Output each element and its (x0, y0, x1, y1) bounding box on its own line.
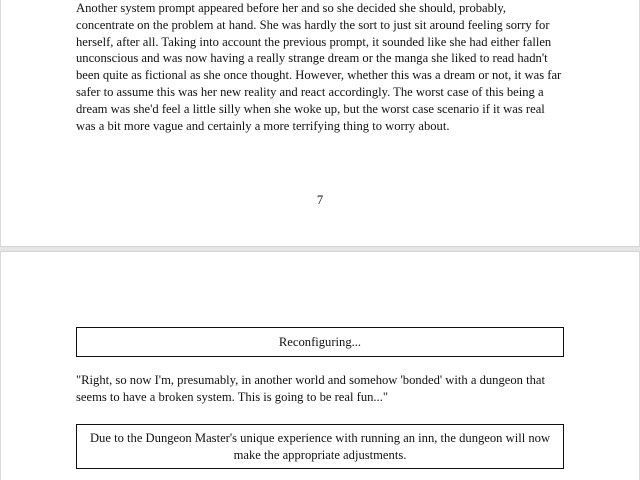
dialogue-paragraph: "Right, so now I'm, presumably, in another world and somehow 'bonded' with a dungeon that seems to have a broken system. This is going to be real fun..." (76, 373, 545, 404)
story-paragraph: Another system prompt appeared before her and so she decided she should, probably, concentrate on the problem at hand. She was hardly the sort to just sit around feeling sorry for herself, after all. Taking into account the previous prompt, it sounded like she had either fallen unconscious and was now having a really strange dream or the manga she liked to read hadn't been quite as fictional as she once thought. However, whether this was a dream or not, it was far safer to assume this was her new reality and react accordingly. The worst case of this being a dream was she'd feel a little silly when she woke up, but the worst case scenario if it was real was a bit more vague and certainly a more terrifying thing to worry about. (76, 1, 562, 133)
page-number: 7 (316, 193, 324, 207)
document-page-8 (0, 251, 640, 480)
system-prompt-box-reconfiguring: Reconfiguring... (76, 327, 564, 357)
system-prompt-box-dungeon-adjustment: Due to the Dungeon Master's unique experience with running an inn, the dungeon will now make the appropriate adjustments. (76, 424, 564, 469)
